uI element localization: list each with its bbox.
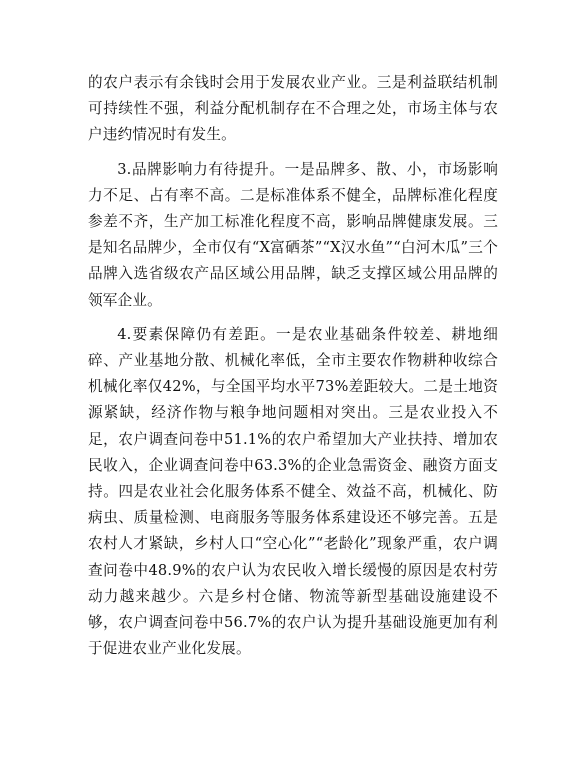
paragraph-continuation: 的农户表示有余钱时会用于发展农业产业。三是利益联结机制可持续性不强，利益分配机制存在不合理之处，市场主体与农户违约情况时有发生。: [88, 74, 498, 144]
paragraph-brand-influence: 3.品牌影响力有待提升。一是品牌多、散、小，市场影响力不足、占有率不高。二是标准体系不健全，品牌标准化程度参差不齐，生产加工标准化程度不高，影响品牌健康发展。三是知名品牌少，全市仅有“X富硒茶”“X汉水鱼”“白河木瓜”三个品牌入选省级农产品区域公用品牌，缺乏支撑区域公用品牌的领军企业。: [88, 160, 498, 309]
paragraph-factor-guarantee: 4.要素保障仍有差距。一是农业基础条件较差、耕地细碎、产业基地分散、机械化率低，全市主要农作物耕种收综合机械化率仅42%，与全国平均水平73%差距较大。二是土地资源紧缺，经济作物与粮争地问题相对突出。三是农业投入不足，农户调查问卷中51.1%的农户希望加大产业扶持、增加农民收入，企业调查问卷中63.3%的企业急需资金、融资方面支持。四是农业社会化服务体系不健全、效益不高，机械化、防病虫、质量检测、电商服务等服务体系建设还不够完善。五是农村人才紧缺，乡村人口“空心化”“老龄化”现象严重，农户调查问卷中48.9%的农户认为农民收入增长缓慢的原因是农村劳动力越来越少。六是乡村仓储、物流等新型基础设施建设不够，农户调查问卷中56.7%的农户认为提升基础设施更加有利于促进农业产业化发展。: [88, 325, 498, 658]
